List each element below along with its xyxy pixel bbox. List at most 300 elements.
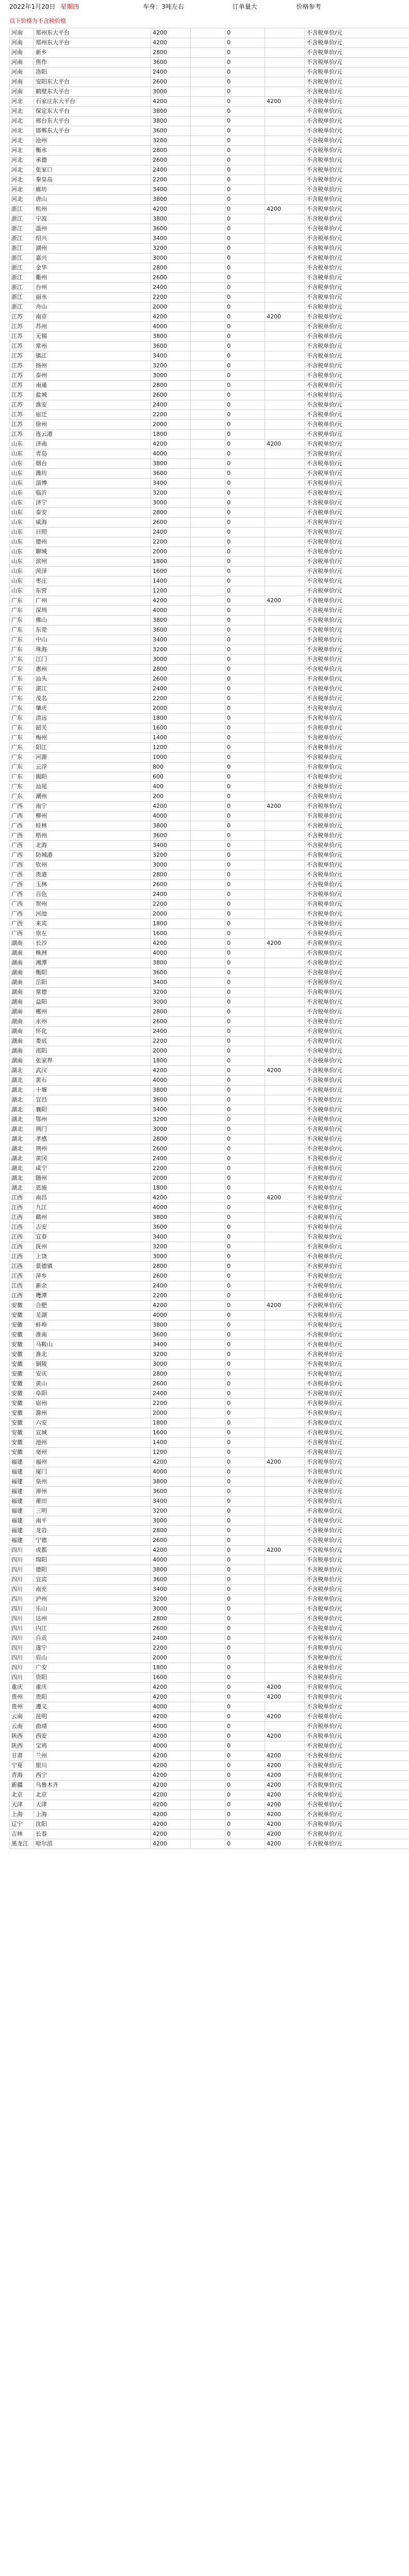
table-cell: 不含税单价/元 (305, 214, 409, 224)
table-cell (265, 1046, 305, 1056)
table-cell: 不含税单价/元 (305, 1095, 409, 1105)
table-cell: 4200 (151, 439, 191, 449)
table-cell: 衡阳 (34, 968, 151, 978)
header-tag: 星期四 (60, 3, 79, 10)
table-cell: 德州 (34, 537, 151, 547)
table-cell (265, 900, 305, 909)
table-cell: 合肥 (34, 1301, 151, 1311)
table-cell: 2600 (151, 1536, 191, 1546)
table-row (10, 175, 409, 185)
table-cell: 珠海 (34, 645, 151, 655)
table-cell: 3600 (151, 1575, 191, 1585)
table-cell: 山东 (10, 439, 34, 449)
table-cell: 江苏 (10, 430, 34, 439)
table-cell: 不含税单价/元 (305, 880, 409, 890)
table-cell: 四川 (10, 1673, 34, 1683)
table-cell (265, 136, 305, 146)
table-cell: 沈阳 (34, 1820, 151, 1829)
table-cell: 张家口 (34, 165, 151, 175)
table-cell: 广东 (10, 792, 34, 802)
table-cell: 广东 (10, 704, 34, 714)
table-cell: 遵义 (34, 1702, 151, 1712)
table-cell: 河北 (10, 136, 34, 146)
table-cell: 3800 (151, 1086, 191, 1095)
table-cell: 河北 (10, 146, 34, 156)
table-cell: 2000 (151, 1046, 191, 1056)
table-cell: 1200 (151, 743, 191, 753)
table-cell: 安徽 (10, 1418, 34, 1428)
table-cell: 永州 (34, 1017, 151, 1027)
table-cell: 2800 (151, 1262, 191, 1272)
table-cell: 1600 (151, 1673, 191, 1683)
table-cell: 3000 (151, 371, 191, 381)
table-cell: 湖南 (10, 958, 34, 968)
table-cell (265, 1653, 305, 1663)
table-cell: 4000 (151, 1555, 191, 1565)
table-cell (265, 1076, 305, 1086)
table-cell (265, 126, 305, 136)
table-cell: 山东 (10, 469, 34, 479)
table-cell: 湖北 (10, 1115, 34, 1125)
table-row (10, 948, 409, 958)
table-cell: 宝鸡 (34, 1741, 151, 1751)
table-row (10, 694, 409, 704)
table-cell: 不含税单价/元 (305, 606, 409, 616)
table-cell: 2000 (151, 704, 191, 714)
table-cell (191, 1614, 225, 1624)
table-cell: 不含税单价/元 (305, 273, 409, 283)
table-cell: 4200 (151, 1800, 191, 1810)
table-cell: 不含税单价/元 (305, 1037, 409, 1046)
table-cell: 0 (225, 1301, 265, 1311)
table-cell (265, 488, 305, 498)
table-cell: 不含税单价/元 (305, 772, 409, 782)
table-cell (265, 880, 305, 890)
table-cell: 0 (225, 1810, 265, 1820)
table-cell: 2600 (151, 391, 191, 400)
table-cell: 4200 (151, 1790, 191, 1800)
table-cell: 不含税单价/元 (305, 674, 409, 684)
table-row (10, 342, 409, 351)
table-cell: 四川 (10, 1643, 34, 1653)
table-cell: 湖北 (10, 1183, 34, 1193)
table-cell: 不含税单价/元 (305, 1203, 409, 1213)
table-cell: 3200 (151, 244, 191, 253)
table-cell: 3200 (151, 1350, 191, 1360)
table-cell: 镇江 (34, 351, 151, 361)
table-row (10, 420, 409, 430)
table-row (10, 1164, 409, 1174)
table-row (10, 1066, 409, 1076)
table-row (10, 958, 409, 968)
table-cell: 不含税单价/元 (305, 195, 409, 205)
table-row (10, 1027, 409, 1037)
table-row (10, 1007, 409, 1017)
table-row (10, 1389, 409, 1399)
table-cell: 不含税单价/元 (305, 1379, 409, 1389)
table-cell: 丽水 (34, 293, 151, 302)
table-row (10, 58, 409, 67)
table-cell: 0 (225, 420, 265, 430)
table-cell: 0 (225, 762, 265, 772)
table-cell: 4200 (151, 1810, 191, 1820)
table-cell (265, 283, 305, 293)
table-row (10, 1213, 409, 1223)
table-cell: 0 (225, 1223, 265, 1232)
table-row (10, 1761, 409, 1771)
table-cell: 0 (225, 1663, 265, 1673)
table-row (10, 1487, 409, 1497)
table-cell: 淮北 (34, 1350, 151, 1360)
table-cell (265, 234, 305, 244)
table-cell: 不含税单价/元 (305, 430, 409, 439)
table-cell: 2800 (151, 1134, 191, 1144)
table-cell (265, 1252, 305, 1262)
table-cell: 清远 (34, 714, 151, 723)
table-cell: 不含税单价/元 (305, 665, 409, 674)
table-cell: 0 (225, 1771, 265, 1781)
table-cell (191, 1536, 225, 1546)
table-cell: 2200 (151, 175, 191, 185)
table-row (10, 1144, 409, 1154)
table-cell: 韶关 (34, 723, 151, 733)
table-cell (265, 821, 305, 831)
table-cell: 4200 (151, 596, 191, 606)
table-cell: 不含税单价/元 (305, 655, 409, 665)
table-cell: 福州 (34, 1458, 151, 1467)
table-cell: 黄冈 (34, 1154, 151, 1164)
table-cell: 0 (225, 1634, 265, 1643)
table-cell (265, 1438, 305, 1448)
table-row (10, 469, 409, 479)
table-cell: 不含税单价/元 (305, 1448, 409, 1458)
table-cell: 西安 (34, 1732, 151, 1741)
table-cell: 0 (225, 205, 265, 214)
table-cell: 湖北 (10, 1066, 34, 1076)
table-cell: 不含税单价/元 (305, 48, 409, 58)
table-cell (191, 1585, 225, 1595)
table-cell (265, 1281, 305, 1291)
table-cell: 江苏 (10, 420, 34, 430)
table-cell (265, 753, 305, 762)
table-cell: 0 (225, 1800, 265, 1810)
table-cell: 长春 (34, 1829, 151, 1839)
table-cell (265, 1037, 305, 1046)
table-row (10, 1174, 409, 1183)
table-cell (191, 753, 225, 762)
table-cell: 铜陵 (34, 1360, 151, 1369)
table-cell: 南京 (34, 312, 151, 322)
table-cell: 3000 (151, 655, 191, 665)
table-cell: 不含税单价/元 (305, 469, 409, 479)
table-cell: 0 (225, 645, 265, 655)
table-cell (191, 1330, 225, 1340)
table-cell: 0 (225, 185, 265, 195)
table-cell: 0 (225, 528, 265, 537)
table-cell: 湖北 (10, 1164, 34, 1174)
table-cell: 宿州 (34, 1399, 151, 1409)
table-cell (191, 293, 225, 302)
table-cell: 0 (225, 625, 265, 635)
table-cell: 河南 (10, 58, 34, 67)
table-cell: 0 (225, 714, 265, 723)
table-cell: 2600 (151, 1272, 191, 1281)
table-cell (265, 665, 305, 674)
table-cell (191, 1360, 225, 1369)
table-cell: 不含税单价/元 (305, 1017, 409, 1027)
table-row (10, 792, 409, 802)
table-cell (265, 694, 305, 704)
table-cell (191, 616, 225, 625)
table-cell (265, 528, 305, 537)
table-cell: 连云港 (34, 430, 151, 439)
table-cell: 0 (225, 1174, 265, 1183)
table-cell: 不含税单价/元 (305, 1291, 409, 1301)
table-cell: 湖北 (10, 1076, 34, 1086)
table-cell (191, 606, 225, 616)
table-row (10, 1467, 409, 1477)
table-cell: 不含税单价/元 (305, 1232, 409, 1242)
table-cell: 0 (225, 821, 265, 831)
table-cell: 3600 (151, 342, 191, 351)
table-cell (191, 244, 225, 253)
table-cell: 安徽 (10, 1428, 34, 1438)
table-cell: 广西 (10, 860, 34, 870)
table-cell (191, 1634, 225, 1643)
table-cell: 4000 (151, 948, 191, 958)
table-row (10, 577, 409, 586)
table-cell: 苏州 (34, 322, 151, 332)
table-cell: 不含税单价/元 (305, 1252, 409, 1262)
table-cell: 不含税单价/元 (305, 684, 409, 694)
table-cell (191, 1663, 225, 1673)
table-cell (191, 909, 225, 919)
table-cell: 1600 (151, 567, 191, 577)
table-cell: 不含税单价/元 (305, 1546, 409, 1555)
table-row (10, 1399, 409, 1409)
table-cell: 0 (225, 997, 265, 1007)
table-cell: 湖北 (10, 1174, 34, 1183)
table-cell: 0 (225, 1781, 265, 1790)
table-cell (191, 958, 225, 968)
table-cell: 四川 (10, 1585, 34, 1595)
table-cell: 2600 (151, 880, 191, 890)
table-cell: 3600 (151, 224, 191, 234)
table-cell: 浙江 (10, 273, 34, 283)
table-cell (191, 479, 225, 488)
table-cell: 不含税单价/元 (305, 1330, 409, 1340)
table-cell: 不含税单价/元 (305, 968, 409, 978)
table-row (10, 586, 409, 596)
table-cell: 湖南 (10, 1037, 34, 1046)
table-cell: 2800 (151, 1526, 191, 1536)
table-cell (265, 342, 305, 351)
table-row (10, 1771, 409, 1781)
table-cell (265, 782, 305, 792)
table-cell (265, 645, 305, 655)
table-cell: 四川 (10, 1575, 34, 1585)
table-cell: 山东 (10, 508, 34, 518)
table-cell: 4200 (265, 1301, 305, 1311)
table-row (10, 1291, 409, 1301)
table-cell: 不含税单价/元 (305, 694, 409, 704)
table-cell (265, 1497, 305, 1506)
table-row (10, 1360, 409, 1369)
table-cell: 0 (225, 28, 265, 38)
table-cell: 0 (225, 665, 265, 674)
table-cell: 2000 (151, 302, 191, 312)
table-row (10, 1839, 409, 1849)
table-cell: 浙江 (10, 283, 34, 293)
table-cell: 不含税单价/元 (305, 77, 409, 87)
table-cell: 惠州 (34, 665, 151, 674)
table-cell: 不含税单价/元 (305, 567, 409, 577)
table-cell: 4000 (151, 1203, 191, 1213)
table-cell: 4000 (151, 1311, 191, 1320)
table-cell (191, 1487, 225, 1497)
table-cell: 台州 (34, 283, 151, 293)
table-row (10, 67, 409, 77)
table-row (10, 1232, 409, 1242)
table-cell (191, 1232, 225, 1242)
table-cell: 江苏 (10, 391, 34, 400)
table-cell: 不含税单价/元 (305, 1487, 409, 1497)
table-cell: 湖南 (10, 1017, 34, 1027)
table-cell: 2400 (151, 528, 191, 537)
table-cell: 广西 (10, 811, 34, 821)
table-cell: 银川 (34, 1761, 151, 1771)
table-cell: 江西 (10, 1291, 34, 1301)
table-cell: 3000 (151, 1604, 191, 1614)
table-cell: 不含税单价/元 (305, 1007, 409, 1017)
table-cell: 眉山 (34, 1653, 151, 1663)
table-cell (191, 1056, 225, 1066)
table-cell (191, 831, 225, 841)
table-cell: 2600 (151, 1017, 191, 1027)
table-row (10, 1301, 409, 1311)
table-cell: 4200 (265, 1781, 305, 1790)
table-row (10, 1017, 409, 1027)
table-cell: 0 (225, 811, 265, 821)
table-cell (265, 1379, 305, 1389)
table-cell: 不含税单价/元 (305, 929, 409, 939)
table-cell: 漳州 (34, 1487, 151, 1497)
table-cell: 2800 (151, 381, 191, 391)
table-cell: 江苏 (10, 322, 34, 332)
table-cell: 0 (225, 283, 265, 293)
table-cell (265, 498, 305, 508)
table-cell: 2600 (151, 1144, 191, 1154)
table-cell: 0 (225, 116, 265, 126)
table-cell (265, 1320, 305, 1330)
table-cell: 0 (225, 48, 265, 58)
table-cell: 4200 (151, 1301, 191, 1311)
table-cell: 2800 (151, 263, 191, 273)
table-cell: 3400 (151, 635, 191, 645)
table-cell (191, 1781, 225, 1790)
table-cell: 不含税单价/元 (305, 1399, 409, 1409)
table-cell (265, 831, 305, 841)
table-cell: 汕头 (34, 674, 151, 684)
table-cell (191, 704, 225, 714)
table-cell: 3800 (151, 195, 191, 205)
table-row (10, 136, 409, 146)
table-cell: 邢台东大平台 (34, 116, 151, 126)
table-cell (191, 508, 225, 518)
table-cell: 安阳东大平台 (34, 77, 151, 87)
table-cell (191, 273, 225, 283)
table-cell: 0 (225, 694, 265, 704)
table-cell (265, 909, 305, 919)
table-cell: 滁州 (34, 1409, 151, 1418)
table-row (10, 391, 409, 400)
table-cell: 4200 (151, 1712, 191, 1722)
table-cell: 河源 (34, 753, 151, 762)
table-cell: 山东 (10, 567, 34, 577)
table-cell: 湖南 (10, 1056, 34, 1066)
table-cell: 不含税单价/元 (305, 116, 409, 126)
table-cell (191, 400, 225, 410)
table-row (10, 1193, 409, 1203)
table-cell: 0 (225, 606, 265, 616)
table-cell: 不含税单价/元 (305, 488, 409, 498)
table-cell: 不含税单价/元 (305, 714, 409, 723)
table-cell: 0 (225, 1330, 265, 1340)
table-cell: 0 (225, 1164, 265, 1174)
table-cell: 0 (225, 1702, 265, 1712)
table-cell: 0 (225, 58, 265, 67)
table-cell: 1800 (151, 1183, 191, 1193)
table-row (10, 361, 409, 371)
table-cell: 0 (225, 1272, 265, 1281)
table-cell (265, 860, 305, 870)
table-cell: 0 (225, 841, 265, 851)
table-cell: 南昌 (34, 1193, 151, 1203)
table-cell (265, 1702, 305, 1712)
table-cell (191, 557, 225, 567)
table-cell: 4200 (265, 1800, 305, 1810)
table-cell: 崇左 (34, 929, 151, 939)
table-cell: 龙岩 (34, 1526, 151, 1536)
table-row (10, 498, 409, 508)
table-cell: 3800 (151, 214, 191, 224)
table-cell: 湖南 (10, 939, 34, 948)
table-cell: 4200 (265, 1820, 305, 1829)
table-cell: 3800 (151, 1477, 191, 1487)
table-cell (191, 322, 225, 332)
table-row (10, 1585, 409, 1595)
table-row (10, 224, 409, 234)
table-cell: 3400 (151, 841, 191, 851)
table-cell: 0 (225, 1291, 265, 1301)
table-cell (191, 674, 225, 684)
table-cell: 湘潭 (34, 958, 151, 968)
table-cell: 襄阳 (34, 1105, 151, 1115)
table-cell: 2000 (151, 547, 191, 557)
table-cell (265, 351, 305, 361)
table-cell (191, 1555, 225, 1565)
table-cell: 0 (225, 332, 265, 342)
table-cell: 广西 (10, 919, 34, 929)
table-cell: 0 (225, 1839, 265, 1849)
table-cell: 2200 (151, 1399, 191, 1409)
table-row (10, 214, 409, 224)
table-cell: 萍乡 (34, 1272, 151, 1281)
table-cell (191, 1761, 225, 1771)
table-cell: 2200 (151, 1164, 191, 1174)
table-row (10, 1683, 409, 1692)
table-cell: 3400 (151, 1585, 191, 1595)
